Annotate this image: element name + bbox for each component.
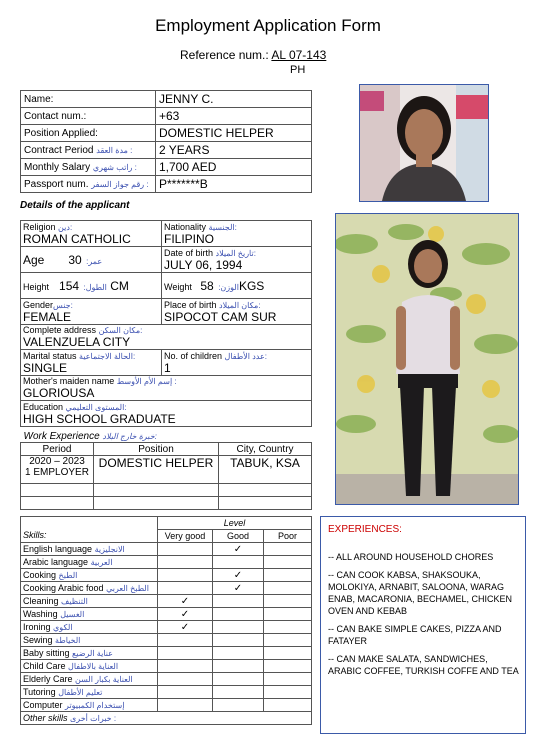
- skill-level-cell: [158, 634, 213, 647]
- level-header: Level: [158, 517, 312, 530]
- skill-row: [21, 647, 312, 660]
- summary-value: +63: [156, 108, 312, 125]
- skill-row: [21, 673, 312, 686]
- col-good: Good: [213, 530, 264, 543]
- marital-value: SINGLE: [23, 360, 68, 375]
- experiences-heading: EXPERIENCES:: [328, 524, 402, 535]
- skills-label-cell: Skills:: [21, 517, 158, 543]
- skills-table: [20, 516, 312, 725]
- skill-level-cell: [158, 660, 213, 673]
- skill-level-cell: [213, 647, 264, 660]
- work-empty-cell: [21, 497, 94, 510]
- skill-row: [21, 660, 312, 673]
- children-cell: No. of children عدد الأطفال: 1: [162, 350, 312, 376]
- skill-name: Tutoring تعليم الأطفال: [21, 686, 158, 699]
- summary-label: Name:: [21, 91, 156, 108]
- skill-row: [21, 699, 312, 712]
- summary-label: Contact num.:: [21, 108, 156, 125]
- applicant-portrait-photo: [359, 84, 489, 202]
- nationality-cell: Nationality الجنسية: FILIPINO: [162, 221, 312, 247]
- skill-level-cell: [158, 686, 213, 699]
- reference-label: Reference num.:: [180, 48, 269, 62]
- skill-level-cell: [264, 699, 312, 712]
- summary-label: Contract Period مدة العقد :: [21, 142, 156, 159]
- skill-level-cell: [213, 582, 264, 595]
- experience-item: -- CAN MAKE SALATA, SANDWICHES, ARABIC COFFEE, TURKISH COFFE AND TEA: [328, 654, 519, 676]
- skill-level-cell: [213, 634, 264, 647]
- skill-name: Cleaning التنظيف: [21, 595, 158, 608]
- work-empty-cell: [219, 497, 312, 510]
- check-mark-icon: ✓: [233, 543, 243, 555]
- summary-label: Position Applied:: [21, 125, 156, 142]
- skill-level-cell: [264, 543, 312, 556]
- age-value: 30: [68, 252, 82, 267]
- skill-level-cell: [158, 608, 213, 621]
- experiences-box: [320, 516, 526, 734]
- education-cell: Education المستوى التعليمي: HIGH SCHOOL GRADUATE: [21, 401, 312, 427]
- portrait-illustration: [360, 85, 488, 201]
- dob-cell: Date of birth تاريخ الميلاد: JULY 06, 1994: [162, 247, 312, 273]
- skill-name: Washing الغسيل: [21, 608, 158, 621]
- skill-level-cell: [158, 699, 213, 712]
- reference-number: [180, 48, 326, 62]
- summary-row: [21, 125, 312, 142]
- skill-name: Sewing الخياطة: [21, 634, 158, 647]
- skill-level-cell: [213, 686, 264, 699]
- skill-name: Arabic language العربية: [21, 556, 158, 569]
- skill-level-cell: [158, 543, 213, 556]
- check-mark-icon: ✓: [180, 595, 190, 607]
- skill-name: Elderly Care العناية بكبار السن: [21, 673, 158, 686]
- skill-row: [21, 582, 312, 595]
- address-value: VALENZUELA CITY: [23, 335, 131, 349]
- skill-row: [21, 634, 312, 647]
- education-value: HIGH SCHOOL GRADUATE: [23, 411, 176, 426]
- experience-item: -- CAN COOK KABSA, SHAKSOUKA, MOLOKIYA, ARNABIT, SALOONA, WARAG ENAB, MACARONIA, BECHAMEL, CHICKEN OVEN AND KEBAB: [328, 570, 513, 616]
- skill-row: [21, 556, 312, 569]
- age-cell: Age عمر: 30: [21, 247, 162, 273]
- skill-level-cell: [264, 582, 312, 595]
- skill-row: [21, 608, 312, 621]
- gender-value: FEMALE: [23, 309, 72, 324]
- summary-table: [20, 90, 312, 193]
- marital-cell: Marital status الحالة الاجتماعية: SINGLE: [21, 350, 162, 376]
- skill-level-cell: [158, 582, 213, 595]
- weight-value: 58KGS: [200, 278, 265, 293]
- skill-level-cell: [264, 647, 312, 660]
- experiences-list: [328, 551, 523, 683]
- skill-level-cell: [213, 608, 264, 621]
- maiden-value: GLORIOUSA: [23, 386, 95, 400]
- form-title: Employment Application Form: [155, 16, 381, 35]
- check-mark-icon: ✓: [233, 569, 243, 581]
- skill-level-cell: [158, 647, 213, 660]
- skill-name: Ironing الكوي: [21, 621, 158, 634]
- applicant-full-body-photo: [335, 213, 519, 505]
- summary-row: [21, 91, 312, 108]
- skill-level-cell: [213, 673, 264, 686]
- skill-row: [21, 543, 312, 556]
- summary-label: Passport num. رقم جواز السفر :: [21, 176, 156, 193]
- weight-cell: Weight الوزن: 58KGS: [162, 273, 312, 299]
- religion-value: ROMAN CATHOLIC: [23, 231, 131, 246]
- skill-level-cell: [213, 621, 264, 634]
- skill-level-cell: [213, 699, 264, 712]
- experience-item: -- CAN BAKE SIMPLE CAKES, PIZZA AND FATAYER: [328, 624, 502, 646]
- col-position: Position: [94, 443, 219, 456]
- skill-name: Computer إستخدام الكمبيوتر: [21, 699, 158, 712]
- skill-level-cell: [264, 569, 312, 582]
- skill-row: [21, 686, 312, 699]
- check-mark-icon: ✓: [180, 621, 190, 633]
- summary-row: [21, 108, 312, 125]
- nationality-value: FILIPINO: [164, 231, 215, 246]
- summary-value: 2 YEARS: [156, 142, 312, 159]
- pob-value: SIPOCOT CAM SUR: [164, 309, 277, 324]
- religion-cell: Religion دين: ROMAN CATHOLIC: [21, 221, 162, 247]
- details-table: [20, 220, 312, 427]
- skill-level-cell: [158, 569, 213, 582]
- summary-value: DOMESTIC HELPER: [156, 125, 312, 142]
- country-code: PH: [290, 64, 306, 76]
- work-empty-cell: [219, 484, 312, 497]
- summary-row: [21, 159, 312, 176]
- details-heading: Details of the applicant: [20, 200, 130, 211]
- skill-level-cell: [264, 595, 312, 608]
- check-mark-icon: ✓: [180, 608, 190, 620]
- skill-level-cell: [264, 660, 312, 673]
- experience-item: -- ALL AROUND HOUSEHOLD CHORES: [328, 552, 494, 562]
- skill-level-cell: [213, 595, 264, 608]
- work-experience-table: [20, 430, 312, 510]
- skill-level-cell: [158, 556, 213, 569]
- skill-level-cell: [264, 673, 312, 686]
- full-body-illustration: [336, 214, 518, 504]
- skill-name: Cooking الطبخ: [21, 569, 158, 582]
- skill-row: [21, 595, 312, 608]
- col-poor: Poor: [264, 530, 312, 543]
- col-very-good: Very good: [158, 530, 213, 543]
- summary-row: [21, 142, 312, 159]
- gender-cell: Genderجنس: FEMALE: [21, 299, 162, 325]
- summary-value: JENNY C.: [156, 91, 312, 108]
- col-period: Period: [21, 443, 94, 456]
- summary-value: 1,700 AED: [156, 159, 312, 176]
- skill-row: [21, 621, 312, 634]
- skill-level-cell: [158, 673, 213, 686]
- skill-level-cell: [213, 660, 264, 673]
- maiden-cell: Mother's maiden name إسم الأم الأوسط : GLORIOUSA: [21, 376, 312, 401]
- skill-name: English language الانجليزية: [21, 543, 158, 556]
- summary-value: P*******B: [156, 176, 312, 193]
- skill-name: Baby sitting عناية الرضيع: [21, 647, 158, 660]
- skill-name: Cooking Arabic food الطبخ العربي: [21, 582, 158, 595]
- work-heading: Work Experience خبرة خارج البلاد:: [21, 430, 312, 443]
- skill-level-cell: [213, 543, 264, 556]
- skill-name: Child Care العناية بالاطفال: [21, 660, 158, 673]
- skill-level-cell: [158, 621, 213, 634]
- skill-row: [21, 569, 312, 582]
- skill-level-cell: [264, 621, 312, 634]
- pob-cell: Place of birth مكان الميلاد: SIPOCOT CAM SUR: [162, 299, 312, 325]
- skill-level-cell: [264, 608, 312, 621]
- children-value: 1: [164, 360, 171, 375]
- work-period: 2020 – 2023 1 EMPLOYER: [21, 456, 94, 484]
- skill-level-cell: [264, 686, 312, 699]
- skill-level-cell: [158, 595, 213, 608]
- work-empty-cell: [94, 484, 219, 497]
- other-skills-row: Other skills خبرات أخرى :: [21, 712, 312, 725]
- work-empty-cell: [21, 484, 94, 497]
- check-mark-icon: ✓: [233, 582, 243, 594]
- skill-level-cell: [213, 569, 264, 582]
- work-city: TABUK, KSA: [219, 456, 312, 484]
- height-value: 154 CM: [59, 278, 129, 293]
- summary-label: Monthly Salary راتب شهري :: [21, 159, 156, 176]
- work-empty-cell: [94, 497, 219, 510]
- reference-value: AL 07-143: [271, 48, 327, 62]
- dob-value: JULY 06, 1994: [164, 257, 243, 272]
- summary-row: [21, 176, 312, 193]
- skill-level-cell: [264, 634, 312, 647]
- col-city: City, Country: [219, 443, 312, 456]
- work-position: DOMESTIC HELPER: [94, 456, 219, 484]
- height-cell: Height الطول: 154 CM: [21, 273, 162, 299]
- skill-level-cell: [264, 556, 312, 569]
- skill-level-cell: [213, 556, 264, 569]
- address-cell: Complete address مكان السكن: VALENZUELA CITY: [21, 325, 312, 350]
